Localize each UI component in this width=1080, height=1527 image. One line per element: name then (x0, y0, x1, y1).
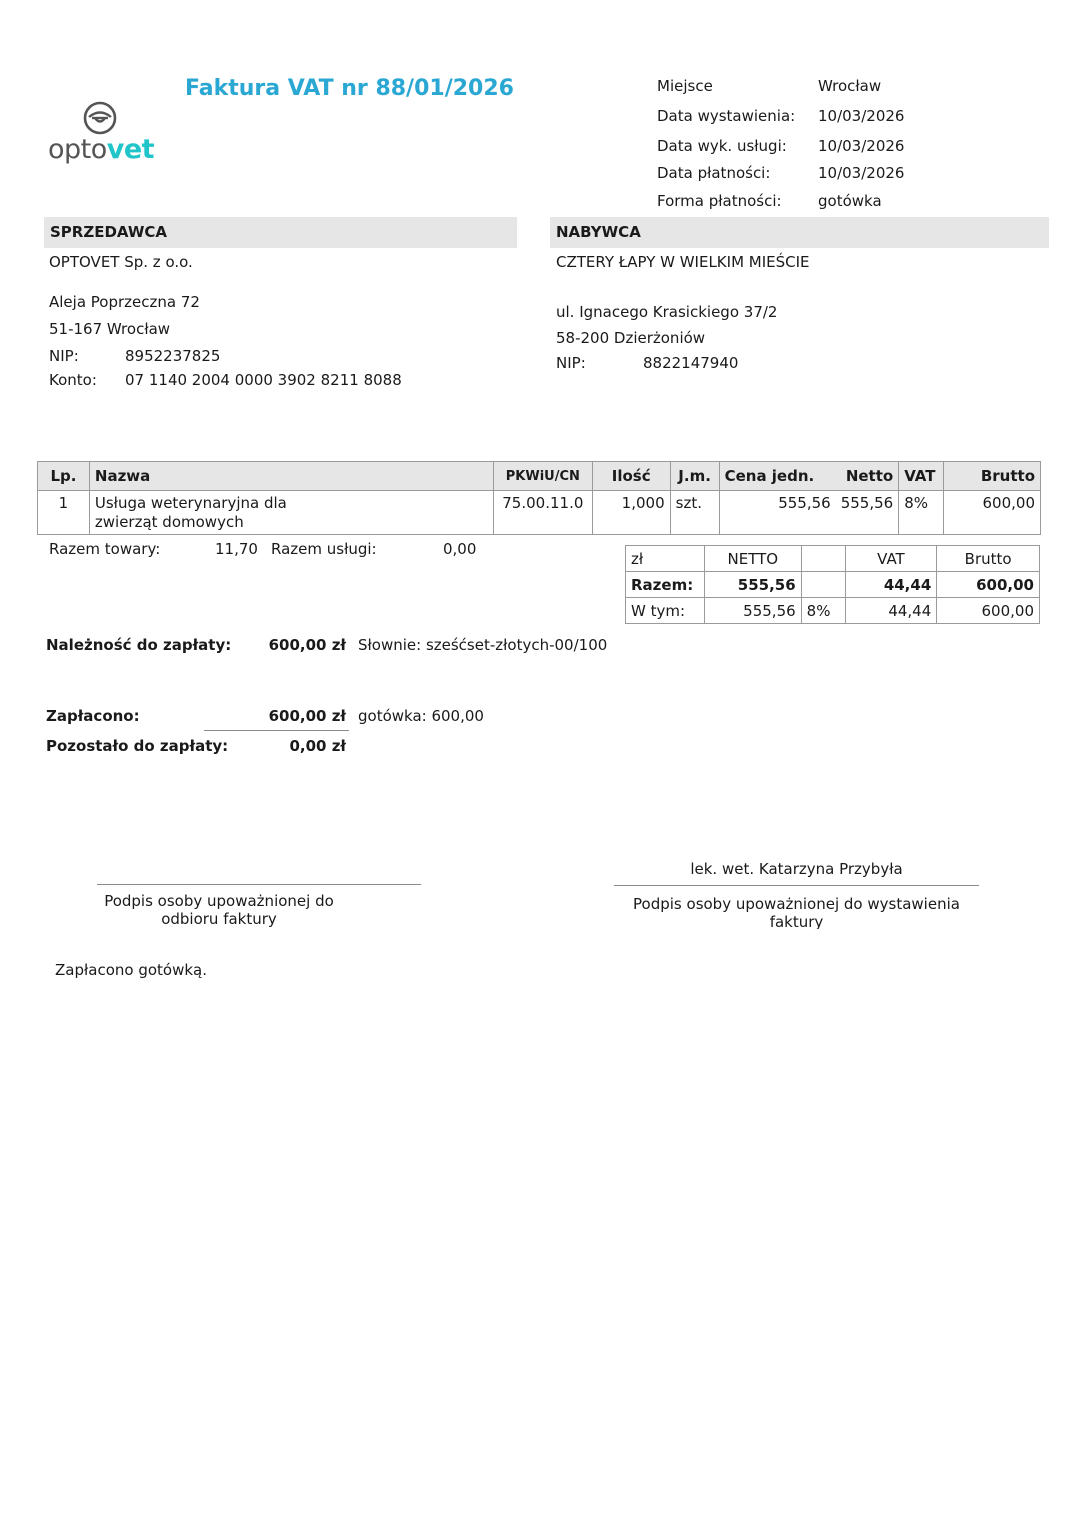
invoice-title: Faktura VAT nr 88/01/2026 (185, 76, 514, 101)
buyer-city: 58-200 Dzierżoniów (556, 329, 706, 347)
seller-name: OPTOVET Sp. z o.o. (49, 253, 193, 271)
item-net: 555,56 (836, 491, 899, 535)
summary-vat-header: VAT (845, 546, 937, 572)
col-qty-header: Ilość (592, 462, 670, 491)
seller-account-label: Konto: (49, 371, 97, 389)
items-table (37, 461, 1041, 535)
amount-due-label: Należność do zapłaty: (46, 636, 232, 654)
meta-payment-form-label: Forma płatności: (657, 192, 782, 210)
seller-nip-label: NIP: (49, 347, 79, 365)
services-total-label: Razem usługi: (271, 540, 377, 558)
col-lp-header: Lp. (38, 462, 90, 491)
item-name: Usługa weterynaryjna dla zwierząt domowych (89, 491, 493, 535)
meta-payment-date-label: Data płatności: (657, 164, 771, 182)
summary-rate-header (801, 546, 845, 572)
buyer-nip-label: NIP: (556, 354, 586, 372)
col-pkwiu-header: PKWiU/CN (493, 462, 592, 491)
item-qty: 1,000 (592, 491, 670, 535)
remaining-label: Pozostało do zapłaty: (46, 737, 229, 755)
issuer-name: lek. wet. Katarzyna Przybyła (690, 860, 903, 878)
col-unit-price-header: Cena jedn. (719, 462, 836, 491)
buyer-name: CZTERY ŁAPY W WIELKIM MIEŚCIE (556, 253, 810, 271)
item-unit-price: 555,56 (719, 491, 836, 535)
paid-underline (204, 730, 349, 731)
receiver-signature-caption: Podpis osoby upoważnionej do odbioru faktury (104, 892, 334, 927)
seller-heading-bar (44, 217, 517, 248)
eye-logo-icon (82, 100, 118, 136)
summary-breakdown-vat: 44,44 (845, 598, 937, 624)
item-pkwiu: 75.00.11.0 (493, 491, 592, 535)
summary-breakdown-netto: 555,56 (704, 598, 801, 624)
summary-breakdown-rate: 8% (801, 598, 845, 624)
seller-heading: SPRZEDAWCA (50, 223, 168, 241)
issuer-signature-caption: Podpis osoby upoważnionej do wystawienia faktury (633, 895, 960, 929)
meta-service-date-label: Data wyk. usługi: (657, 137, 787, 155)
seller-account: 07 1140 2004 0000 3902 8211 8088 (125, 371, 402, 389)
paid-method: gotówka: 600,00 (358, 707, 484, 725)
payment-note: Zapłacono gotówką. (55, 961, 207, 979)
goods-total-value: 11,70 (215, 540, 258, 558)
paid-amount: 600,00 zł (268, 707, 346, 725)
col-name-header: Nazwa (89, 462, 493, 491)
item-lp: 1 (38, 491, 90, 535)
summary-total-netto: 555,56 (704, 572, 801, 598)
summary-total-brutto: 600,00 (937, 572, 1040, 598)
col-net-header: Netto (836, 462, 899, 491)
amount-in-words: Słownie: sześćset-złotych-00/100 (358, 636, 608, 654)
summary-netto-header: NETTO (704, 546, 801, 572)
services-total-value: 0,00 (443, 540, 477, 558)
buyer-nip: 8822147940 (643, 354, 739, 372)
col-vat-header: VAT (899, 462, 944, 491)
receiver-signature-line (97, 884, 421, 885)
col-unit-header: J.m. (670, 462, 719, 491)
paid-label: Zapłacono: (46, 707, 140, 725)
seller-nip: 8952237825 (125, 347, 221, 365)
meta-payment-form-value: gotówka (818, 192, 882, 210)
col-gross-header: Brutto (944, 462, 1041, 491)
summary-total-vat: 44,44 (845, 572, 937, 598)
meta-place-value: Wrocław (818, 77, 882, 95)
meta-issue-date-label: Data wystawienia: (657, 107, 796, 125)
summary-header-row (626, 546, 1040, 572)
summary-brutto-header: Brutto (937, 546, 1040, 572)
amount-due-value: 600,00 zł (268, 636, 346, 654)
item-vat: 8% (899, 491, 944, 535)
issuer-signature-line (614, 885, 979, 886)
summary-total-rate (801, 572, 845, 598)
buyer-heading-bar (550, 217, 1049, 248)
meta-service-date-value: 10/03/2026 (818, 137, 905, 155)
item-unit: szt. (670, 491, 719, 535)
vat-summary-table (625, 545, 1040, 624)
meta-place-label: Miejsce (657, 77, 713, 95)
table-row (38, 491, 1041, 535)
item-gross: 600,00 (944, 491, 1041, 535)
summary-currency: zł (626, 546, 705, 572)
summary-breakdown-label: W tym: (626, 598, 705, 624)
summary-breakdown-brutto: 600,00 (937, 598, 1040, 624)
buyer-heading: NABYWCA (556, 223, 641, 241)
summary-total-label: Razem: (626, 572, 705, 598)
buyer-street: ul. Ignacego Krasickiego 37/2 (556, 303, 778, 321)
goods-total-label: Razem towary: (49, 540, 161, 558)
meta-issue-date-value: 10/03/2026 (818, 107, 905, 125)
logo-wordmark: optovet (48, 134, 155, 165)
summary-breakdown-row (626, 598, 1040, 624)
seller-street: Aleja Poprzeczna 72 (49, 293, 200, 311)
meta-payment-date-value: 10/03/2026 (818, 164, 905, 182)
summary-total-row (626, 572, 1040, 598)
seller-city: 51-167 Wrocław (49, 320, 171, 338)
items-header-row (38, 462, 1041, 491)
remaining-amount: 0,00 zł (289, 737, 346, 755)
optovet-logo (48, 100, 158, 170)
